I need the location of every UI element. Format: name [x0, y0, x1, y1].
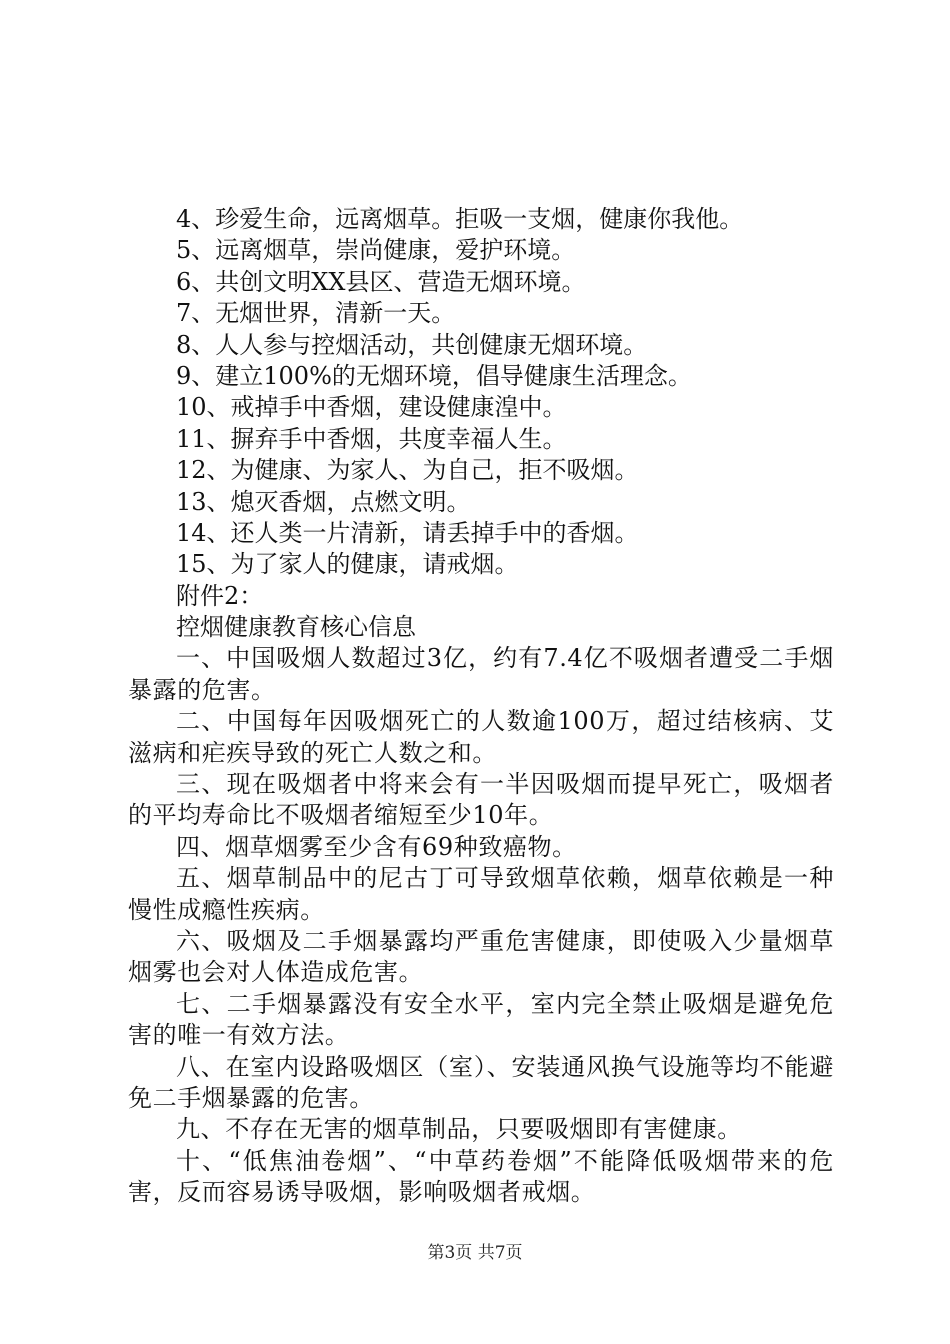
core-message-list — [128, 643, 834, 1208]
slogan-item: 4、珍爱生命，远离烟草。拒吸一支烟，健康你我他。 — [176, 205, 744, 233]
core-message-item: 一、中国吸烟人数超过3亿，约有7.4亿不吸烟者遭受二手烟暴露的危害。 — [128, 644, 834, 704]
core-message-item: 五、烟草制品中的尼古丁可导致烟草依赖，烟草依赖是一种慢性成瘾性疾病。 — [128, 864, 834, 924]
slogan-item: 9、建立100%的无烟环境，倡导健康生活理念。 — [176, 361, 692, 390]
core-message-item: 八、在室内设路吸烟区（室）、安装通风换气设施等均不能避免二手烟暴露的危害。 — [128, 1052, 834, 1113]
attachment-label: 附件2： — [176, 581, 264, 610]
slogan-item: 5、远离烟草，崇尚健康，爱护环境。 — [176, 236, 576, 265]
document-body — [128, 204, 834, 1209]
core-message-item: 九、不存在无害的烟草制品，只要吸烟即有害健康。 — [176, 1115, 742, 1144]
page-number: 第3页 — [427, 1243, 473, 1263]
core-message-item: 三、现在吸烟者中将来会有一半因吸烟而提早死亡，吸烟者的平均寿命比不吸烟者缩短至少10年。 — [128, 770, 834, 830]
page-footer — [0, 1242, 950, 1264]
core-message-item: 六、吸烟及二手烟暴露均严重危害健康，即使吸入少量烟草烟雾也会对人体造成危害。 — [128, 927, 834, 987]
core-message-item: 二、中国每年因吸烟死亡的人数逾100万，超过结核病、艾滋病和疟疾导致的死亡人数之和。 — [128, 707, 834, 767]
slogan-item: 14、还人类一片清新，请丢掉手中的香烟。 — [176, 518, 639, 547]
core-message-item: 七、二手烟暴露没有安全水平，室内完全禁止吸烟是避免危害的唯一有效方法。 — [128, 989, 834, 1050]
core-message-item: 四、烟草烟雾至少含有69种致癌物。 — [176, 832, 577, 861]
slogan-list — [128, 204, 834, 581]
section-title: 控烟健康教育核心信息 — [176, 613, 416, 642]
slogan-item: 8、人人参与控烟活动，共创健康无烟环境。 — [176, 330, 648, 359]
slogan-item: 7、无烟世界，清新一天。 — [176, 299, 456, 328]
slogan-item: 12、为健康、为家人、为自己，拒不吸烟。 — [176, 456, 639, 485]
slogan-item: 15、为了家人的健康，请戒烟。 — [176, 550, 519, 579]
slogan-item: 6、共创文明XX县区、营造无烟环境。 — [176, 267, 586, 296]
core-message-item: 十、“低焦油卷烟”、“中草药卷烟”不能降低吸烟带来的危害，反而容易诱导吸烟，影响吸烟者戒烟。 — [128, 1146, 834, 1207]
page-total: 共7页 — [477, 1243, 523, 1263]
slogan-item: 11、摒弃手中香烟，共度幸福人生。 — [176, 424, 567, 453]
slogan-item: 10、戒掉手中香烟，建设健康湟中。 — [176, 393, 567, 422]
slogan-item: 13、熄灭香烟，点燃文明。 — [176, 487, 471, 516]
